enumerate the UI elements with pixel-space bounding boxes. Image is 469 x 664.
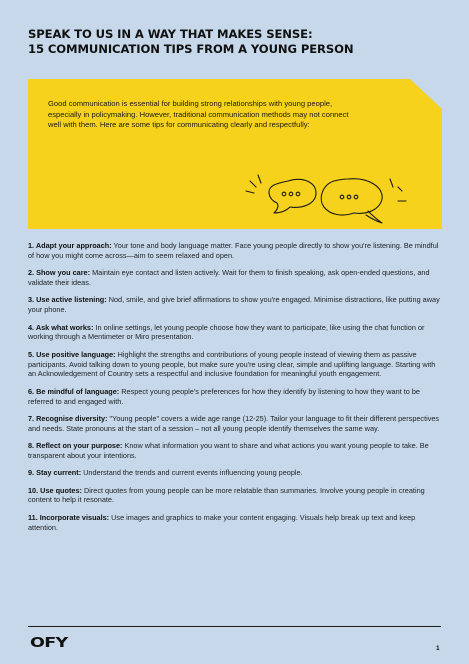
page-number: 1 [436,645,440,652]
tip-item [28,241,444,261]
tip-body: Nod, smile, and give brief affirmations to show you're engaged. Minimise distractions, like putting away your phone. [28,295,440,315]
title-line-2: 15 COMMUNICATION TIPS FROM A YOUNG PERSON [28,42,354,56]
tip-item [28,441,444,461]
tip-heading: 9. Stay current: [28,468,82,478]
speech-bubbles-icon [238,173,423,229]
tip-body: Know what information you want to share and what actions you want young people to take. Be transparent about your intentions. [28,441,429,460]
tip-body: Highlight the strengths and contributions of young people instead of viewing them as passive participants. Avoid talking down to young people, but make sure you're using clear, simple and uplifting language. Starting with an Acknowledgement of Country sets a respectful and inclusive foundation for meaningful youth engagement. [28,349,436,379]
tip-heading: 11. Incorporate visuals: [28,512,110,522]
tip-item [28,486,444,506]
footer-divider [28,626,441,627]
tips-list [28,241,444,540]
intro-banner [28,79,442,229]
tip-body: Direct quotes from young people can be more relatable than summaries. Involve young people in creating content to help it resonate. [28,485,425,505]
tip-item [28,295,444,315]
tip-body: Respect young people's preferences for how they identify by listening to how they want to be referred to and engaged with. [28,386,420,406]
tip-item [28,387,444,407]
tip-heading: 5. Use positive language: [28,349,116,359]
ofy-logo: OFY [30,636,68,651]
tip-body: Use images and graphics to make your content engaging. Visuals help break up text and keep attention. [28,512,416,532]
tip-body: "Young people" covers a wide age range (12-25). Tailor your language to fit their different perspectives and needs. State pronouns at the start of a session – not all young people identify themselves the same way. [28,413,440,433]
tip-heading: 2. Show you care: [28,268,91,278]
tip-heading: 10. Use quotes: [28,485,82,495]
tip-heading: 1. Adapt your approach: [28,241,112,250]
tip-item [28,468,444,478]
tip-body: Understand the trends and current events influencing young people. [81,468,303,478]
tip-item [28,323,444,343]
page-title [28,27,448,57]
tip-body: In online settings, let young people choose how they want to participate, like using the chat function or working through a Mentimeter or Miro presentation. [28,322,425,342]
title-line-1: SPEAK TO US IN A WAY THAT MAKES SENSE: [28,27,313,41]
tip-body: Maintain eye contact and listen actively. Wait for them to finish speaking, ask open-ended questions, and validate their ideas. [28,268,430,287]
tip-item [28,268,444,288]
tip-heading: 4. Ask what works: [28,322,94,332]
tip-heading: 6. Be mindful of language: [28,386,120,396]
tip-heading: 8. Reflect on your purpose: [28,441,123,451]
tip-item [28,414,444,434]
tip-item [28,513,444,533]
tip-heading: 3. Use active listening: [28,295,107,305]
tip-item [28,350,444,379]
intro-text: Good communication is essential for building strong relationships with young people, especially in policymaking. However, traditional communication methods may not connect well with them. Here are some tips for communicating clearly and respectfully: [48,99,349,130]
tip-body: Your tone and body language matter. Face young people directly to show you're listening. Be mindful of how you might come across—aim to seem relaxed and open. [28,241,439,260]
tip-heading: 7. Recognise diversity: [28,413,108,423]
